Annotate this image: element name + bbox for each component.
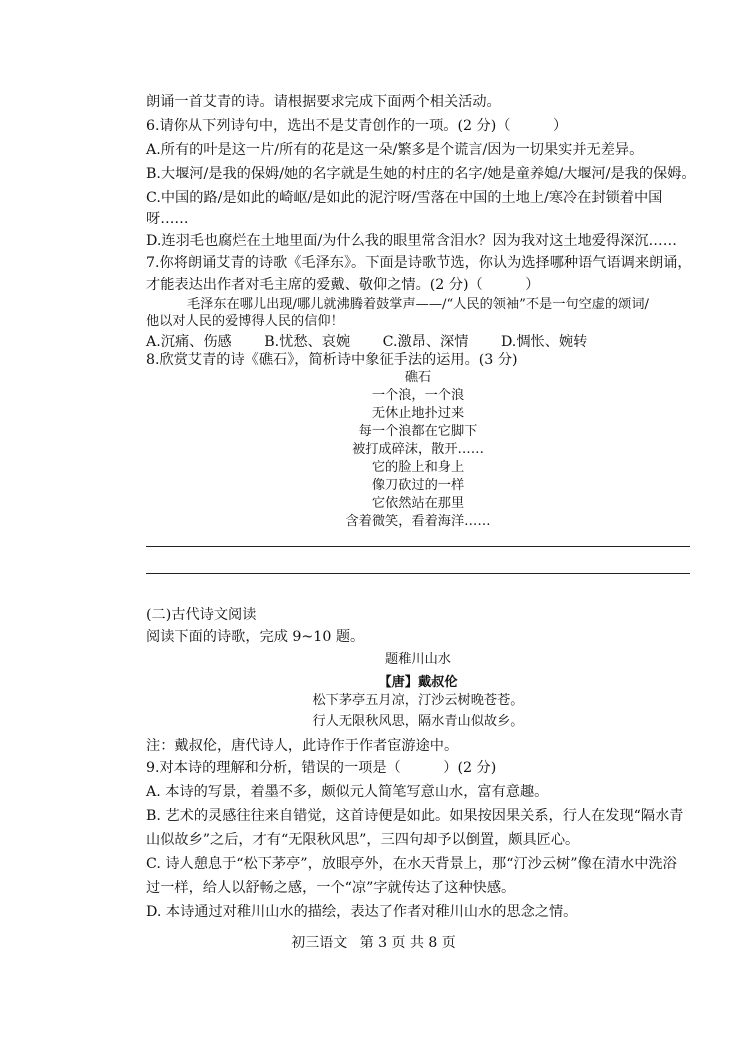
footer-page-number: 第 3 页 共 8 页 [359, 935, 456, 951]
answer-line[interactable] [146, 573, 690, 574]
q7-choice-d: D.惆怅、婉转 [500, 334, 588, 350]
question-7-cont: 才能表达出作者对毛主席的爱戴、敬仰之情。(2 分)（ ） [146, 277, 540, 293]
jiaoshi-line: 每一个浪都在它脚下 [358, 424, 478, 439]
q9-option-c: C. 诗人憩息于“松下茅亭”，放眼亭外，在水天背景上，那“汀沙云树”像在清水中洗浴 [146, 856, 677, 872]
jiaoshi-line: 一个浪，一个浪 [371, 388, 465, 403]
question-8: 8.欣赏艾青的诗《礁石》，简析诗中象征手法的运用。(3 分) [146, 352, 518, 368]
q6-option-d: D.连羽毛也腐烂在土地里面/为什么我的眼里常含泪水？因为我对这土地爱得深沉…… [146, 233, 677, 249]
q6-option-b: B.大堰河/是我的保姆/她的名字就是生她的村庄的名字/她是童养媳/大堰河/是我的保姆。 [146, 166, 696, 182]
q9-option-a: A. 本诗的写景，着墨不多，颇似元人简笔写意山水，富有意趣。 [146, 784, 549, 800]
q9-option-b-cont: 山似故乡”之后，才有“无限秋风思”，三四句却予以倒置，颇具匠心。 [146, 832, 580, 848]
poet-note: 注：戴叔伦，唐代诗人，此诗作于作者宦游途中。 [146, 738, 459, 754]
q9-option-d: D. 本诗通过对稚川山水的描绘，表达了作者对稚川山水的思念之情。 [146, 904, 578, 920]
q7-choice-a: A.沉痛、伤感 [146, 334, 232, 350]
q6-option-c-cont: 呀…… [146, 211, 189, 227]
q7-choice-b: B.忧愁、哀婉 [264, 334, 351, 350]
footer-subject: 初三语文 [291, 935, 348, 951]
q7-poem-line-1: 毛泽东在哪儿出现/哪儿就沸腾着鼓掌声——/“人民的领袖”不是一句空虚的颂词/ [187, 297, 649, 312]
jiaoshi-line: 它依然站在那里 [371, 496, 465, 511]
intro-text: 朗诵一首艾青的诗。请根据要求完成下面两个相关活动。 [146, 94, 501, 110]
q6-option-c: C.中国的路/是如此的崎岖/是如此的泥泞呀/雪落在中国的土地上/寒冷在封锁着中国 [146, 190, 663, 206]
jiaoshi-title: 礁石 [404, 370, 432, 385]
q9-option-b: B. 艺术的灵感往往来自错觉，这首诗便是如此。如果按因果关系，行人在发现“隔水青 [146, 808, 684, 824]
q9-option-c-cont: 过一样，给人以舒畅之感，一个“凉”字就传达了这种快感。 [146, 880, 516, 896]
jiaoshi-line: 被打成碎沫，散开…… [352, 442, 484, 457]
question-6: 6.请你从下列诗句中，选出不是艾青创作的一项。(2 分)（ ） [146, 118, 568, 134]
section-2-heading: (二)古代诗文阅读 [146, 607, 257, 623]
q7-choices [146, 331, 615, 351]
question-7: 7.你将朗诵艾青的诗歌《毛泽东》。下面是诗歌节选，你认为选择哪种语气语调来朗诵， [146, 255, 692, 271]
answer-line[interactable] [146, 546, 690, 547]
jiaoshi-line: 它的脸上和身上 [371, 460, 465, 475]
q6-option-a: A.所有的叶是这一片/所有的花是这一朵/繁多是个谎言/因为一切果实并无差异。 [146, 142, 644, 158]
zhichuan-line-1: 松下茅亭五月凉，汀沙云树晚苍苍。 [312, 693, 524, 708]
q7-choice-c: C.激昂、深情 [382, 334, 469, 350]
jiaoshi-line: 含着微笑，看着海洋…… [345, 514, 491, 529]
jiaoshi-line: 无休止地扑过来 [371, 406, 465, 421]
q7-poem-line-2: 他以对人民的爱博得人民的信仰！ [146, 314, 344, 329]
reading-instruction: 阅读下面的诗歌，完成 9~10 题。 [146, 629, 365, 645]
zhichuan-author: 【唐】戴叔伦 [378, 675, 458, 690]
jiaoshi-line: 像刀砍过的一样 [371, 478, 465, 493]
question-9: 9.对本诗的理解和分析，错误的一项是（ ）(2 分) [146, 760, 497, 776]
zhichuan-line-2: 行人无限秋风思，隔水青山似故乡。 [312, 714, 524, 729]
zhichuan-title: 题稚川山水 [385, 652, 451, 667]
page-footer [0, 932, 747, 952]
